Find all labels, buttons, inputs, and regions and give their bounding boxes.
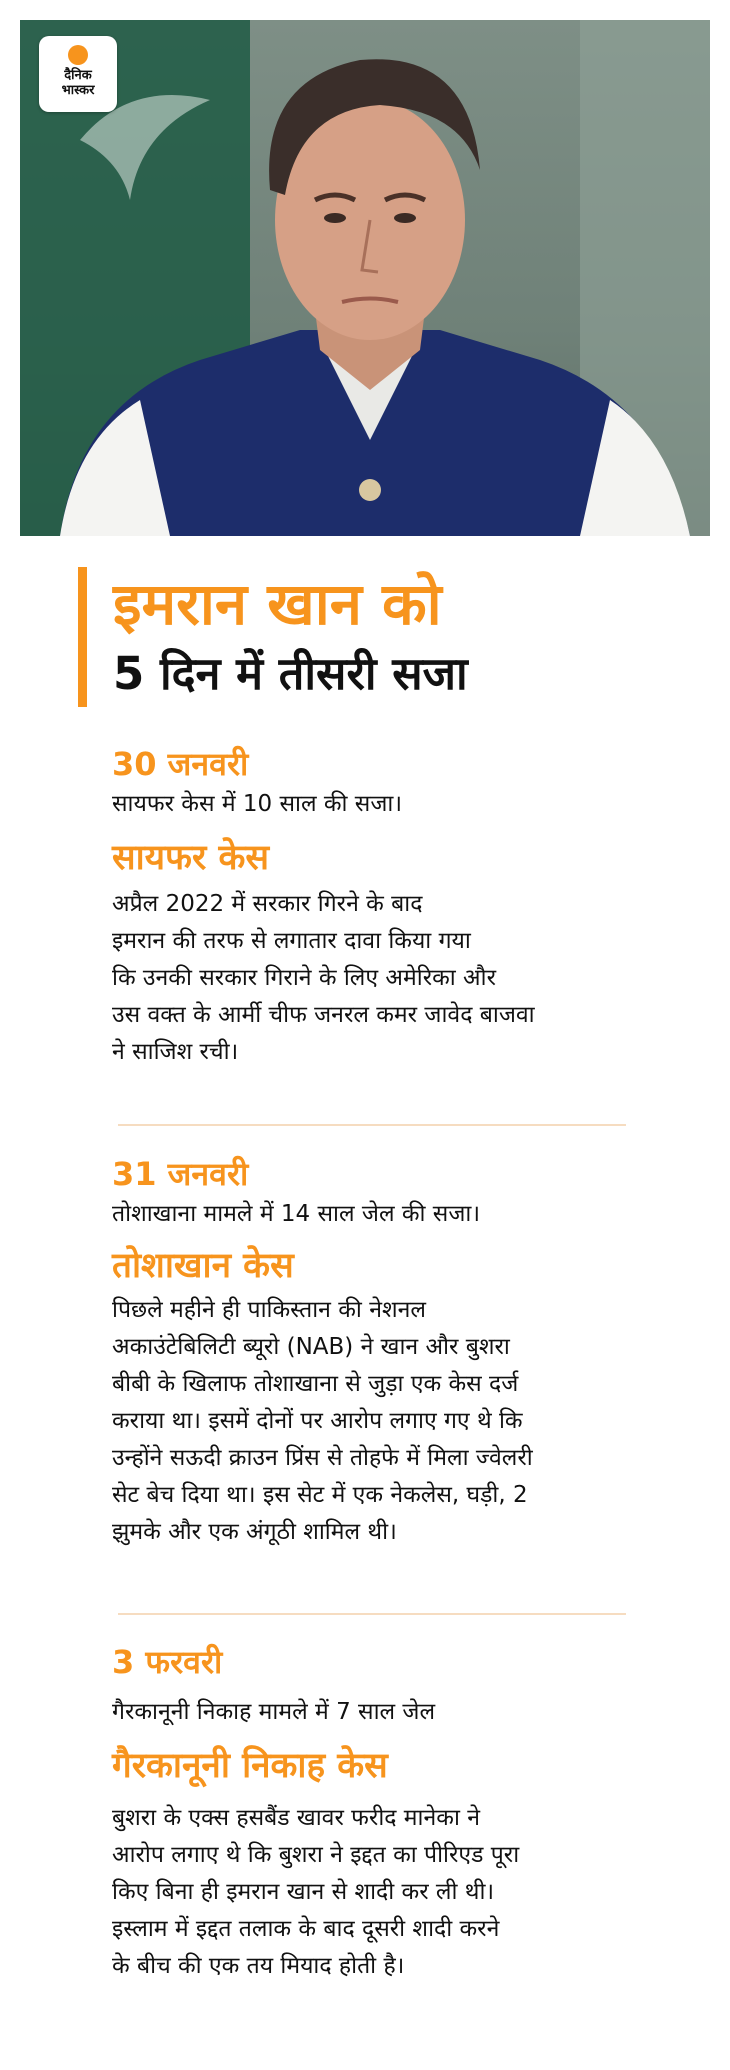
logo-text-line-2: भास्कर [61,83,95,98]
body-line: उन्होंने सऊदी क्राउन प्रिंस से तोहफे में मिला ज्वेलरी [112,1445,533,1471]
section-date: 30 जनवरी [112,745,249,783]
section-verdict: तोशाखाना मामले में 14 साल जेल की सजा। [112,1201,481,1227]
body-line: अप्रैल 2022 में सरकार गिरने के बाद [112,891,423,917]
section-31-january [112,1152,672,1551]
case-body [112,1292,672,1551]
body-line: कराया था। इसमें दोनों पर आरोप लगाए गए थे कि [112,1408,523,1434]
body-line: इस्लाम में इद्दत तलाक के बाद दूसरी शादी करने [112,1916,500,1942]
section-date: 3 फरवरी [112,1643,223,1681]
section-30-january [112,742,672,1071]
body-line: आरोप लगाए थे कि बुशरा ने इद्दत का पीरिएड पूरा [112,1842,520,1868]
case-title: तोशाखान केस [112,1246,294,1286]
section-verdict: सायफर केस में 10 साल की सजा। [112,791,403,817]
portrait-illustration [20,20,710,536]
body-line: पिछले महीने ही पाकिस्तान की नेशनल [112,1297,426,1323]
case-title: सायफर केस [112,838,270,878]
headline-line-2: 5 दिन में तीसरी सजा [113,647,468,700]
body-line: झुमके और एक अंगूठी शामिल थी। [112,1519,397,1545]
logo-text-line-1: दैनिक [64,68,92,83]
body-line: सेट बेच दिया था। इस सेट में एक नेकलेस, घड़ी, 2 [112,1482,528,1508]
case-body [112,1800,672,1985]
body-line: के बीच की एक तय मियाद होती है। [112,1953,405,1979]
body-line: अकाउंटेबिलिटी ब्यूरो (NAB) ने खान और बुशरा [112,1334,510,1360]
body-line: किए बिना ही इमरान खान से शादी कर ली थी। [112,1879,495,1905]
body-line: बुशरा के एक्स हसबैंड खावर फरीद मानेका ने [112,1805,480,1831]
section-date: 31 जनवरी [112,1155,249,1193]
case-title: गैरकानूनी निकाह केस [112,1746,388,1786]
body-line: इमरान की तरफ से लगातार दावा किया गया [112,928,471,954]
body-line: उस वक्त के आर्मी चीफ जनरल कमर जावेद बाजवा [112,1002,535,1028]
body-line: ने साजिश रची। [112,1039,239,1065]
section-divider [118,1613,626,1615]
body-line: बीबी के खिलाफ तोशाखाना से जुड़ा एक केस दर्ज [112,1371,519,1397]
dainik-bhaskar-logo [39,36,117,112]
headline-line-1: इमरान खान को [113,570,442,638]
section-divider [118,1124,626,1126]
case-body [112,886,672,1071]
hero-photo [20,20,710,536]
body-line: कि उनकी सरकार गिराने के लिए अमेरिका और [112,965,496,991]
sun-dot-icon [68,45,88,65]
section-verdict: गैरकानूनी निकाह मामले में 7 साल जेल [112,1699,436,1725]
section-3-february [112,1640,672,1985]
headline [78,567,713,707]
